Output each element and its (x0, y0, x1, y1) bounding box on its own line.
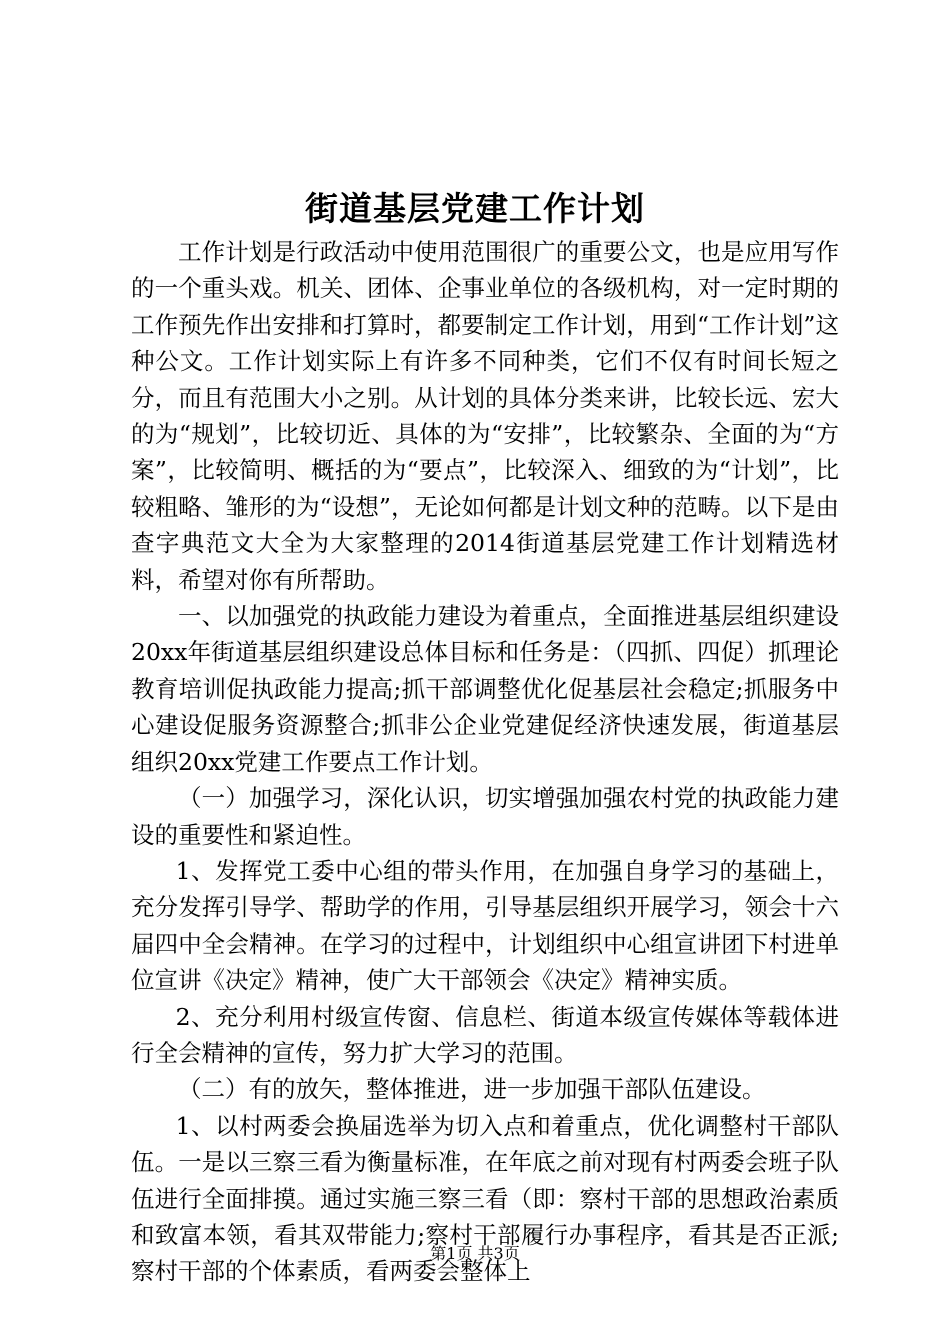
paragraph-subsection-2: （二）有的放矢，整体推进，进一步加强干部队伍建设。 (178, 1075, 766, 1104)
paragraph-item-1: 1、发挥党工委中心组的带头作用，在加强自身学习的基础上，充分发挥引导学、帮助学的作用，引导基层组织开展学习，领会十六届四中全会精神。在学习的过程中，计划组织中心组宣讲团下村进单位宣讲《决定》精神，使广大干部领会《决定》精神实质。 (131, 856, 839, 995)
paragraph-intro: 工作计划是行政活动中使用范围很广的重要公文，也是应用写作的一个重头戏。机关、团体、企事业单位的各级机构，对一定时期的工作预先作出安排和打算时，都要制定工作计划，用到“工作计划”这种公文。工作计划实际上有许多不同种类，它们不仅有时间长短之分，而且有范围大小之别。从计划的具体分类来讲，比较长远、宏大的为“规划”，比较切近、具体的为“安排”，比较繁杂、全面的为“方案”，比较简明、概括的为“要点”，比较深入、细致的为“计划”，比较粗略、雏形的为“设想”，无论如何都是计划文种的范畴。以下是由查字典范文大全为大家整理的2014街道基层党建工作计划精选材料，希望对你有所帮助。 (131, 238, 839, 594)
paragraph-section-1: 一、以加强党的执政能力建设为着重点，全面推进基层组织建设20xx年街道基层组织建设总体目标和任务是：（四抓、四促）抓理论教育培训促执政能力提高;抓干部调整优化促基层社会稳定;抓服务中心建设促服务资源整合;抓非公企业党建促经济快速发展，街道基层组织20xx党建工作要点工作计划。 (131, 602, 839, 776)
document-title: 街道基层党建工作计划 (305, 189, 645, 228)
page-footer: 第1页 共3页 (430, 1244, 520, 1263)
paragraph-subsection-1: （一）加强学习，深化认识，切实增强加强农村党的执政能力建设的重要性和紧迫性。 (131, 784, 839, 849)
paragraph-item-2: 2、充分利用村级宣传窗、信息栏、街道本级宣传媒体等载体进行全会精神的宣传，努力扩大学习的范围。 (131, 1002, 839, 1067)
paragraph-item-3: 1、以村两委会换届选举为切入点和着重点，优化调整村干部队伍。一是以三察三看为衡量标准，在年底之前对现有村两委会班子队伍进行全面排摸。通过实施三察三看（即：察村干部的思想政治素质和致富本领，看其双带能力;察村干部履行办事程序，看其是否正派;察村干部的个体素质，看两委会整体上 (131, 1111, 839, 1286)
document-body (131, 234, 839, 1290)
